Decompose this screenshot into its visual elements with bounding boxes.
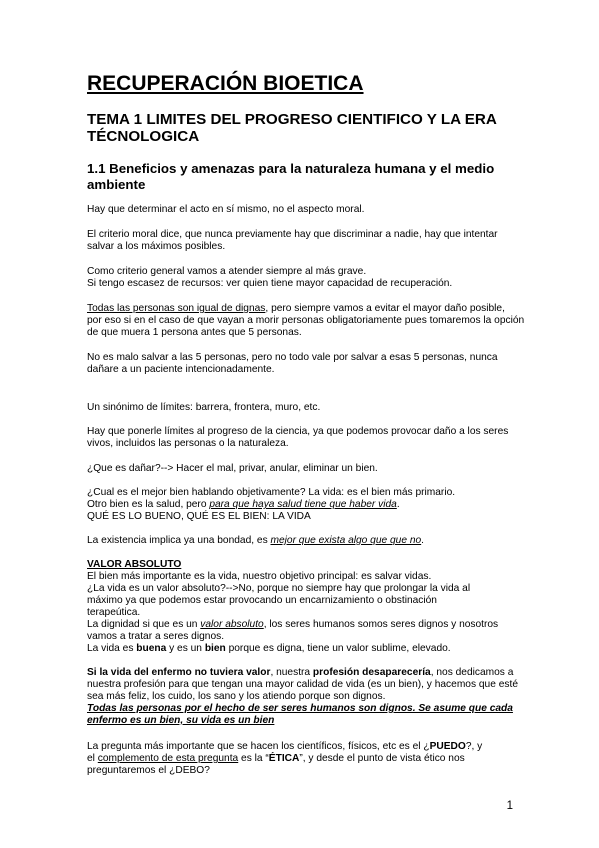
text-span: , pero siempre vamos a evitar el mayor daño posible, [265, 303, 505, 314]
bold-text: ÉTICA [268, 753, 300, 764]
text-span: La pregunta más importante que se hacen los científicos, físicos, etc es el ¿ [87, 741, 430, 752]
emphasized-text: para que haya salud tiene que haber vida [209, 499, 397, 510]
text-span: , nos dedicamos a [430, 667, 514, 678]
valor-absoluto-heading: VALOR ABSOLUTO [87, 559, 182, 570]
paragraph: ¿Que es dañar?--> Hacer el mal, privar, anular, eliminar un bien. [87, 463, 378, 474]
text-span: es la “ [238, 753, 269, 764]
section-heading-line2: ambiente [87, 177, 146, 192]
text-span: , nuestra [270, 667, 313, 678]
bold-text: PUEDO [429, 741, 466, 752]
paragraph-line [87, 643, 515, 655]
text-span: y es un [166, 643, 205, 654]
text-span: La existencia implica ya una bondad, es [87, 535, 271, 546]
page-number: 1 [506, 800, 513, 812]
paragraph-line [87, 619, 515, 631]
paragraph-line: El criterio moral dice, que nunca previamente hay que discriminar a nadie, hay que intentar [87, 229, 498, 240]
bold-text: buena [136, 643, 167, 654]
paragraph-line: ¿Cual es el mejor bien hablando objetivamente? La vida: es el bien más primario. [87, 487, 456, 498]
text-span: La dignidad si que es un [87, 619, 201, 630]
paragraph-line: Como criterio general vamos a atender siempre al más grave. [87, 266, 367, 277]
paragraph-line: vamos a tratar a seres dignos. [87, 631, 225, 642]
text-span: . [421, 535, 424, 546]
paragraph-line [87, 667, 515, 679]
paragraph-line: QUÉ ES LO BUENO, QUÉ ES EL BIEN: LA VIDA [87, 511, 311, 522]
paragraph-line: terapeútica. [87, 607, 141, 618]
paragraph-line: preguntaremos el ¿DEBO? [87, 765, 210, 776]
paragraph: Hay que determinar el acto en sí mismo, no el aspecto moral. [87, 204, 365, 215]
text-span: ?, y [465, 741, 483, 752]
text-span: el [87, 753, 98, 764]
paragraph-line [87, 535, 515, 547]
emphasized-text: mejor que exista algo que que no [270, 535, 422, 546]
text-span: porque es digna, tiene un valor sublime, elevado. [225, 643, 451, 654]
paragraph-line: de que muera 1 persona antes que 5 personas. [87, 327, 302, 338]
paragraph-line: vivos, incluidos las personas o la naturaleza. [87, 438, 289, 449]
text-span: La vida es [87, 643, 137, 654]
paragraph-line: nuestra profesión para que tengan una mayor calidad de vida (es un bien), y hacemos que esté [87, 679, 518, 690]
tema-heading-line2: TÉCNOLOGICA [87, 128, 200, 145]
paragraph-line [87, 753, 515, 765]
bold-text: profesión desaparecería [312, 667, 431, 678]
bold-text: bien [204, 643, 226, 654]
paragraph-line: ¿La vida es un valor absoluto?-->No, porque no siempre hay que prolongar la vida al [87, 583, 471, 594]
text-span: , los seres humanos somos seres dignos y nosotros [263, 619, 499, 630]
section-heading-line1: 1.1 Beneficios y amenazas para la naturaleza humana y el medio [87, 161, 495, 176]
paragraph-line: sea más feliz, los cuido, los sano y los atiendo porque son dignos. [87, 691, 386, 702]
paragraph-line: No es malo salvar a las 5 personas, pero no todo vale por salvar a esas 5 personas, nunca [87, 352, 498, 363]
paragraph-line [87, 303, 515, 315]
underlined-text: complemento de esta pregunta [97, 753, 239, 764]
paragraph: Un sinónimo de límites: barrera, frontera, muro, etc. [87, 402, 321, 413]
text-span: Otro bien es la salud, pero [87, 499, 210, 510]
tema-heading-line1: TEMA 1 LIMITES DEL PROGRESO CIENTIFICO Y LA ERA [87, 111, 497, 128]
paragraph-line [87, 741, 515, 753]
paragraph-line: salvar a los máximos posibles. [87, 241, 226, 252]
emphasized-text: valor absoluto [200, 619, 264, 630]
paragraph-line [87, 499, 515, 511]
paragraph-line: Hay que ponerle límites al progreso de la ciencia, ya que podemos provocar daño a los seres [87, 426, 509, 437]
bold-text: Si la vida del enfermo no tuviera valor [87, 667, 271, 678]
paragraph-line: máximo ya que podemos estar provocando un encarnizamiento o obstinación [87, 595, 437, 606]
paragraph-line: por eso si en el caso de que vayan a morir personas obligatoriamente pues tomaremos la opción [87, 315, 525, 326]
text-span: . [396, 499, 400, 510]
emphasized-line: enfermo es un bien, su vida es un bien [87, 715, 275, 726]
paragraph-line: Si tengo escasez de recursos: ver quien tiene mayor capacidad de recuperación. [87, 278, 453, 289]
emphasized-line: Todas las personas por el hecho de ser seres humanos son dignos. Se asume que cada [87, 703, 513, 714]
text-span: ”, y desde el punto de vista ético nos [299, 753, 465, 764]
paragraph-line: dañare a un paciente intencionadamente. [87, 364, 275, 375]
underlined-text: Todas las personas son igual de dignas [87, 303, 266, 314]
paragraph-line: El bien más importante es la vida, nuestro objetivo principal: es salvar vidas. [87, 571, 432, 582]
document-title: RECUPERACIÓN BIOETICA [87, 72, 364, 95]
